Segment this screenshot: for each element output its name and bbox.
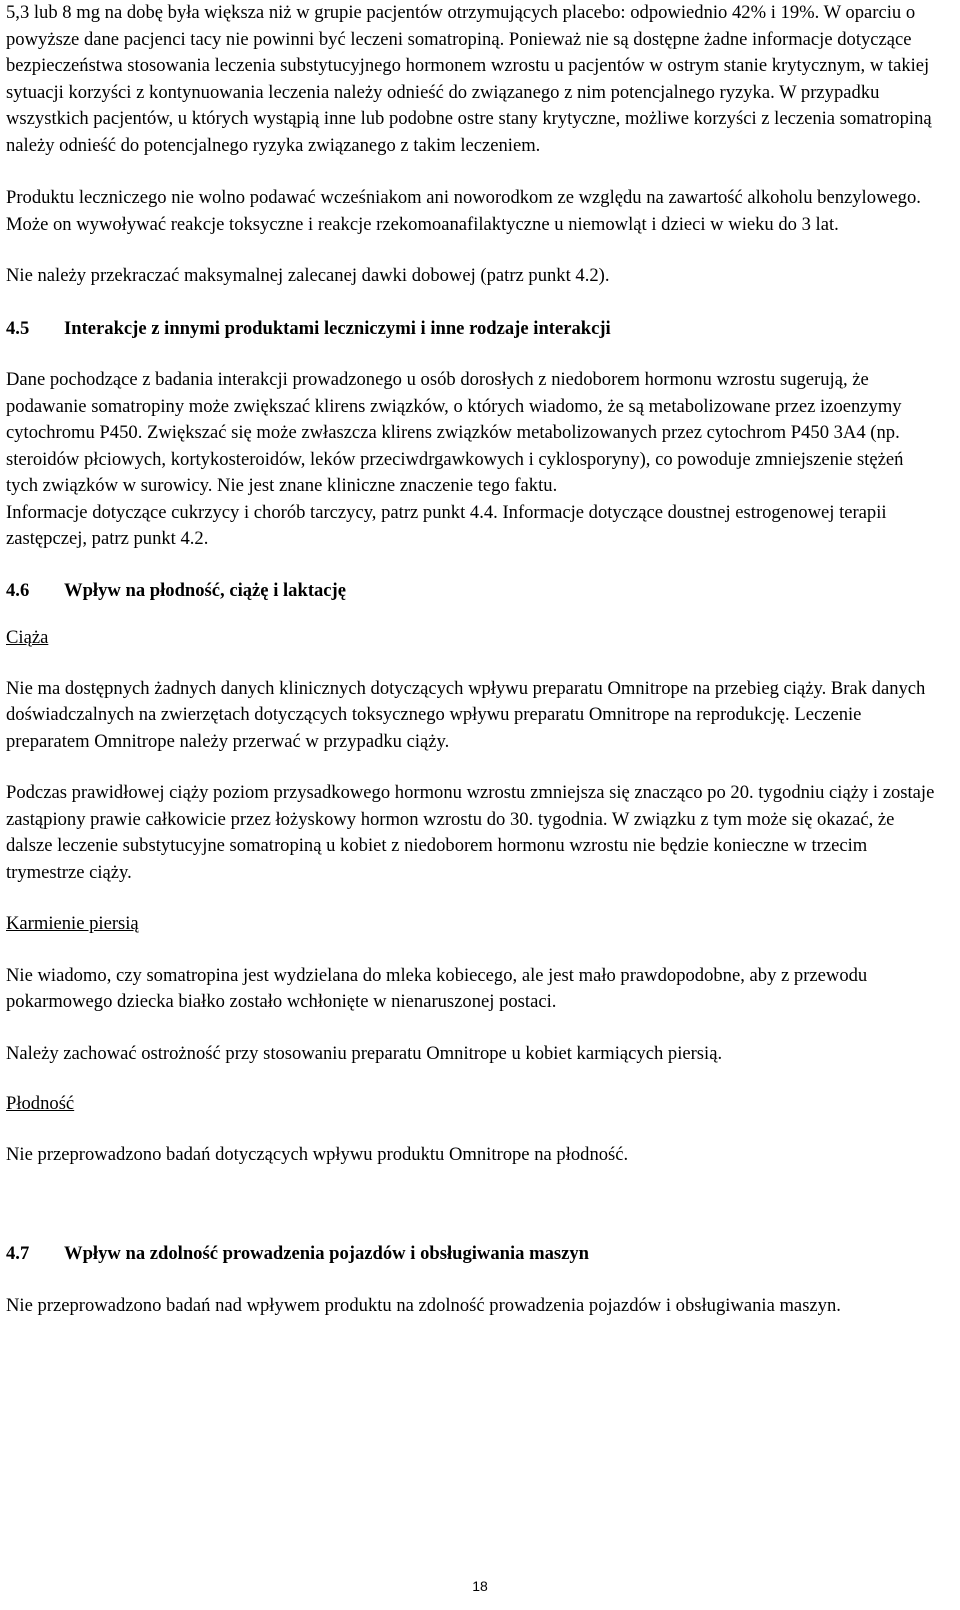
subheading-breastfeeding: Karmienie piersią xyxy=(6,913,139,934)
section-title: Wpływ na zdolność prowadzenia pojazdów i obsługiwania maszyn xyxy=(64,1243,590,1264)
section-title: Interakcje z innymi produktami leczniczymi i inne rodzaje interakcji xyxy=(64,317,611,339)
paragraph-fertility: Nie przeprowadzono badań dotyczących wpływu produktu Omnitrope na płodność. xyxy=(6,1143,629,1165)
paragraph-pregnancy-2: Podczas prawidłowej ciąży poziom przysadkowego hormonu wzrostu zmniejsza się znacząco po 20. tygodniu ciąży i zostaje zastąpiony prawie całkowicie przez łożyskowy hormon wzrostu do 30. tygodnia. W związku z tym może się okazać, że dalsze leczenie substytucyjne somatropiną u kobiet z niedoborem hormonu wzrostu nie będzie konieczne w trzecim trymestrze ciąży. xyxy=(6,782,935,883)
section-title: Wpływ na płodność, ciążę i laktację xyxy=(64,579,347,601)
paragraph-interactions-refs: Informacje dotyczące cukrzycy i chorób tarczycy, patrz punkt 4.4. Informacje dotyczące doustnej estrogenowej terapii zastępczej, patrz punkt 4.2. xyxy=(6,501,887,549)
paragraph-interactions: Dane pochodzące z badania interakcji prowadzonego u osób dorosłych z niedoborem hormonu wzrostu sugerują, że podawanie somatropiny może zwiększać klirens związków, o których wiadomo, że są metabolizowane przez izoenzymy cytochromu P450. Zwiększać się może zwłaszcza klirens związków metabolizowanych przez cytochrom P450 3A4 (np. steroidów płciowych, kortykosteroidów, leków przeciwdrgawkowych i cyklosporyny), co powoduje zmniejszenie stężeń tych związków w surowicy. Nie jest znane kliniczne znaczenie tego faktu. xyxy=(6,369,904,496)
section-heading-4-7 xyxy=(6,1241,940,1268)
document-page xyxy=(6,0,940,1319)
paragraph-driving: Nie przeprowadzono badań nad wpływem produktu na zdolność prowadzenia pojazdów i obsługiwania maszyn. xyxy=(6,1294,841,1316)
section-number: 4.7 xyxy=(6,1243,30,1264)
paragraph-critical-illness: 5,3 lub 8 mg na dobę była większa niż w grupie pacjentów otrzymujących placebo: odpowiednio 42% i 19%. W oparciu o powyższe dane pacjenci tacy nie powinni być leczeni somatropiną. Ponieważ nie są dostępne żadne informacje dotyczące bezpieczeństwa stosowania leczenia substytucyjnego hormonem wzrostu u pacjentów w ostrym stanie krytycznym, w takiej sytuacji korzyści z kontynuowania leczenia należy odnieść do związanego z nim potencjalnego ryzyka. W przypadku wszystkich pacjentów, u których wystąpią inne lub podobne ostre stany krytyczne, możliwe korzyści z leczenia somatropiną należy odnieść do potencjalnego ryzyka związanego z takim leczeniem. xyxy=(6,2,932,156)
subheading-pregnancy: Ciąża xyxy=(6,627,49,648)
paragraph-pregnancy-1: Nie ma dostępnych żadnych danych klinicznych dotyczących wpływu preparatu Omnitrope na przebieg ciąży. Brak danych doświadczalnych na zwierzętach dotyczących toksycznego wpływu preparatu Omnitrope na reprodukcję. Leczenie preparatem Omnitrope należy przerwać w przypadku ciąży. xyxy=(6,677,926,752)
section-heading-4-5 xyxy=(6,316,940,343)
section-heading-4-6 xyxy=(6,578,940,605)
paragraph-benzyl-alcohol: Produktu leczniczego nie wolno podawać wcześniakom ani noworodkom ze względu na zawartość alkoholu benzylowego. Może on wywoływać reakcje toksyczne i reakcje rzekomoanafilaktyczne u niemowląt i dzieci w wieku do 3 lat. xyxy=(6,187,921,235)
section-number: 4.6 xyxy=(6,579,30,601)
paragraph-breastfeeding-2: Należy zachować ostrożność przy stosowaniu preparatu Omnitrope u kobiet karmiących piersią. xyxy=(6,1042,723,1064)
subheading-fertility: Płodność xyxy=(6,1093,75,1114)
page-number: 18 xyxy=(472,1578,488,1594)
paragraph-max-dose: Nie należy przekraczać maksymalnej zalecanej dawki dobowej (patrz punkt 4.2). xyxy=(6,265,610,286)
paragraph-breastfeeding-1: Nie wiadomo, czy somatropina jest wydzielana do mleka kobiecego, ale jest mało prawdopodobne, aby z przewodu pokarmowego dziecka białko zostało wchłonięte w nienaruszonej postaci. xyxy=(6,964,868,1012)
section-number: 4.5 xyxy=(6,317,30,339)
